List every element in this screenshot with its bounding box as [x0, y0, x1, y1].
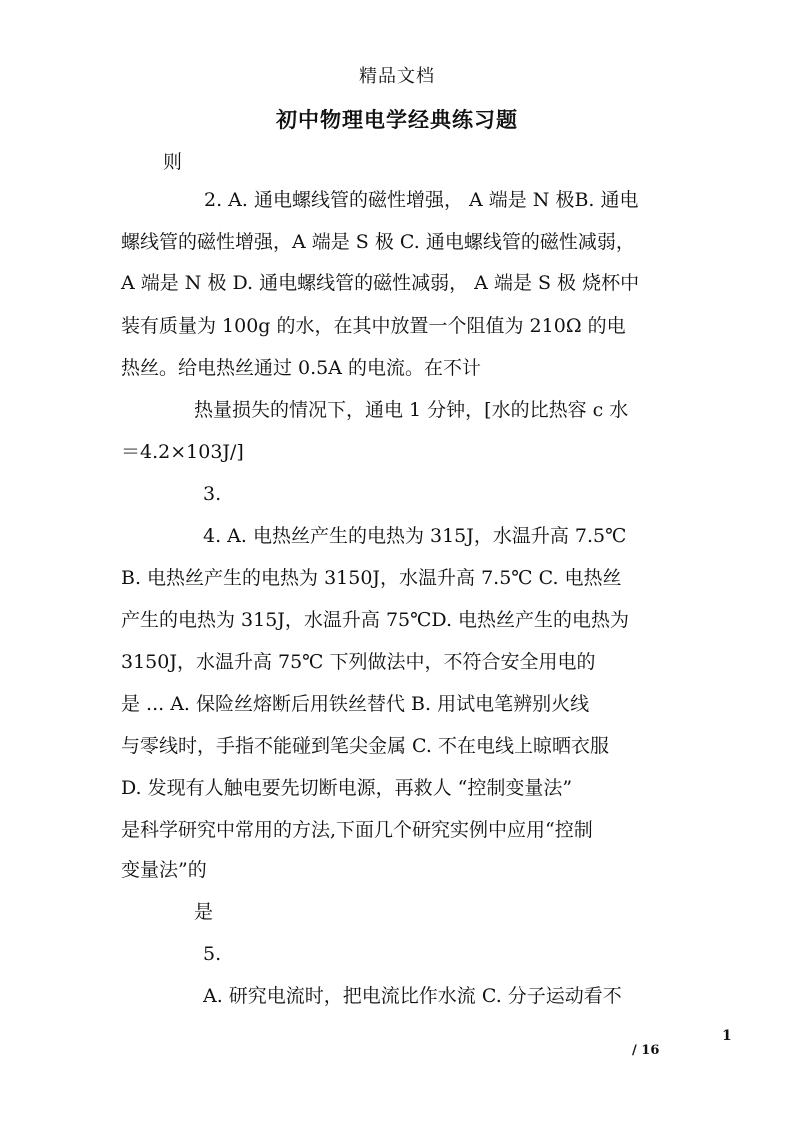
text-line: 热量损失的情况下，通电 1 分钟，[水的比热容 c 水 — [194, 399, 629, 421]
text-line: D. 发现有人触电要先切断电源，再救人 “控制变量法” — [121, 777, 573, 799]
text-line: A. 研究电流时，把电流比作水流 C. 分子运动看不 — [203, 985, 622, 1007]
text-line: 3. — [203, 483, 222, 505]
text-line: 是 ... A. 保险丝熔断后用铁丝替代 B. 用试电笔辨别火线 — [121, 693, 590, 715]
text-line: 螺线管的磁性增强，A 端是 S 极 C. 通电螺线管的磁性减弱， — [121, 231, 635, 253]
text-line: ＝4.2×103J/] — [121, 441, 244, 463]
text-line: 3150J，水温升高 75℃ 下列做法中，不符合安全用电的 — [121, 651, 596, 673]
text-line: 4. A. 电热丝产生的电热为 315J，水温升高 7.5℃ — [203, 525, 627, 547]
text-line: 产生的电热为 315J，水温升高 75℃D. 电热丝产生的电热为 — [121, 609, 630, 631]
page-header: 精品文档 — [359, 66, 435, 87]
text-line: 是 — [194, 901, 214, 923]
text-line: 5. — [203, 943, 222, 965]
text-line: 则 — [163, 151, 183, 173]
page-total: / 16 — [632, 1043, 660, 1058]
page-number: 1 — [722, 1028, 732, 1044]
text-line: B. 电热丝产生的电热为 3150J，水温升高 7.5℃ C. 电热丝 — [121, 567, 622, 589]
text-line: A 端是 N 极 D. 通电螺线管的磁性减弱， A 端是 S 极 烧杯中 — [121, 272, 640, 294]
text-line: 与零线时，手指不能碰到笔尖金属 C. 不在电线上晾晒衣服 — [121, 735, 609, 757]
text-line: 装有质量为 100g 的水，在其中放置一个阻值为 210Ω 的电 — [121, 315, 626, 337]
text-line: 变量法”的 — [121, 859, 207, 881]
document-title: 初中物理电学经典练习题 — [276, 107, 518, 132]
text-line: 是科学研究中常用的方法,下面几个研究实例中应用“控制 — [121, 819, 593, 841]
text-line: 2. A. 通电螺线管的磁性增强， A 端是 N 极B. 通电 — [204, 189, 639, 211]
text-line: 热丝。给电热丝通过 0.5A 的电流。在不计 — [121, 357, 482, 379]
